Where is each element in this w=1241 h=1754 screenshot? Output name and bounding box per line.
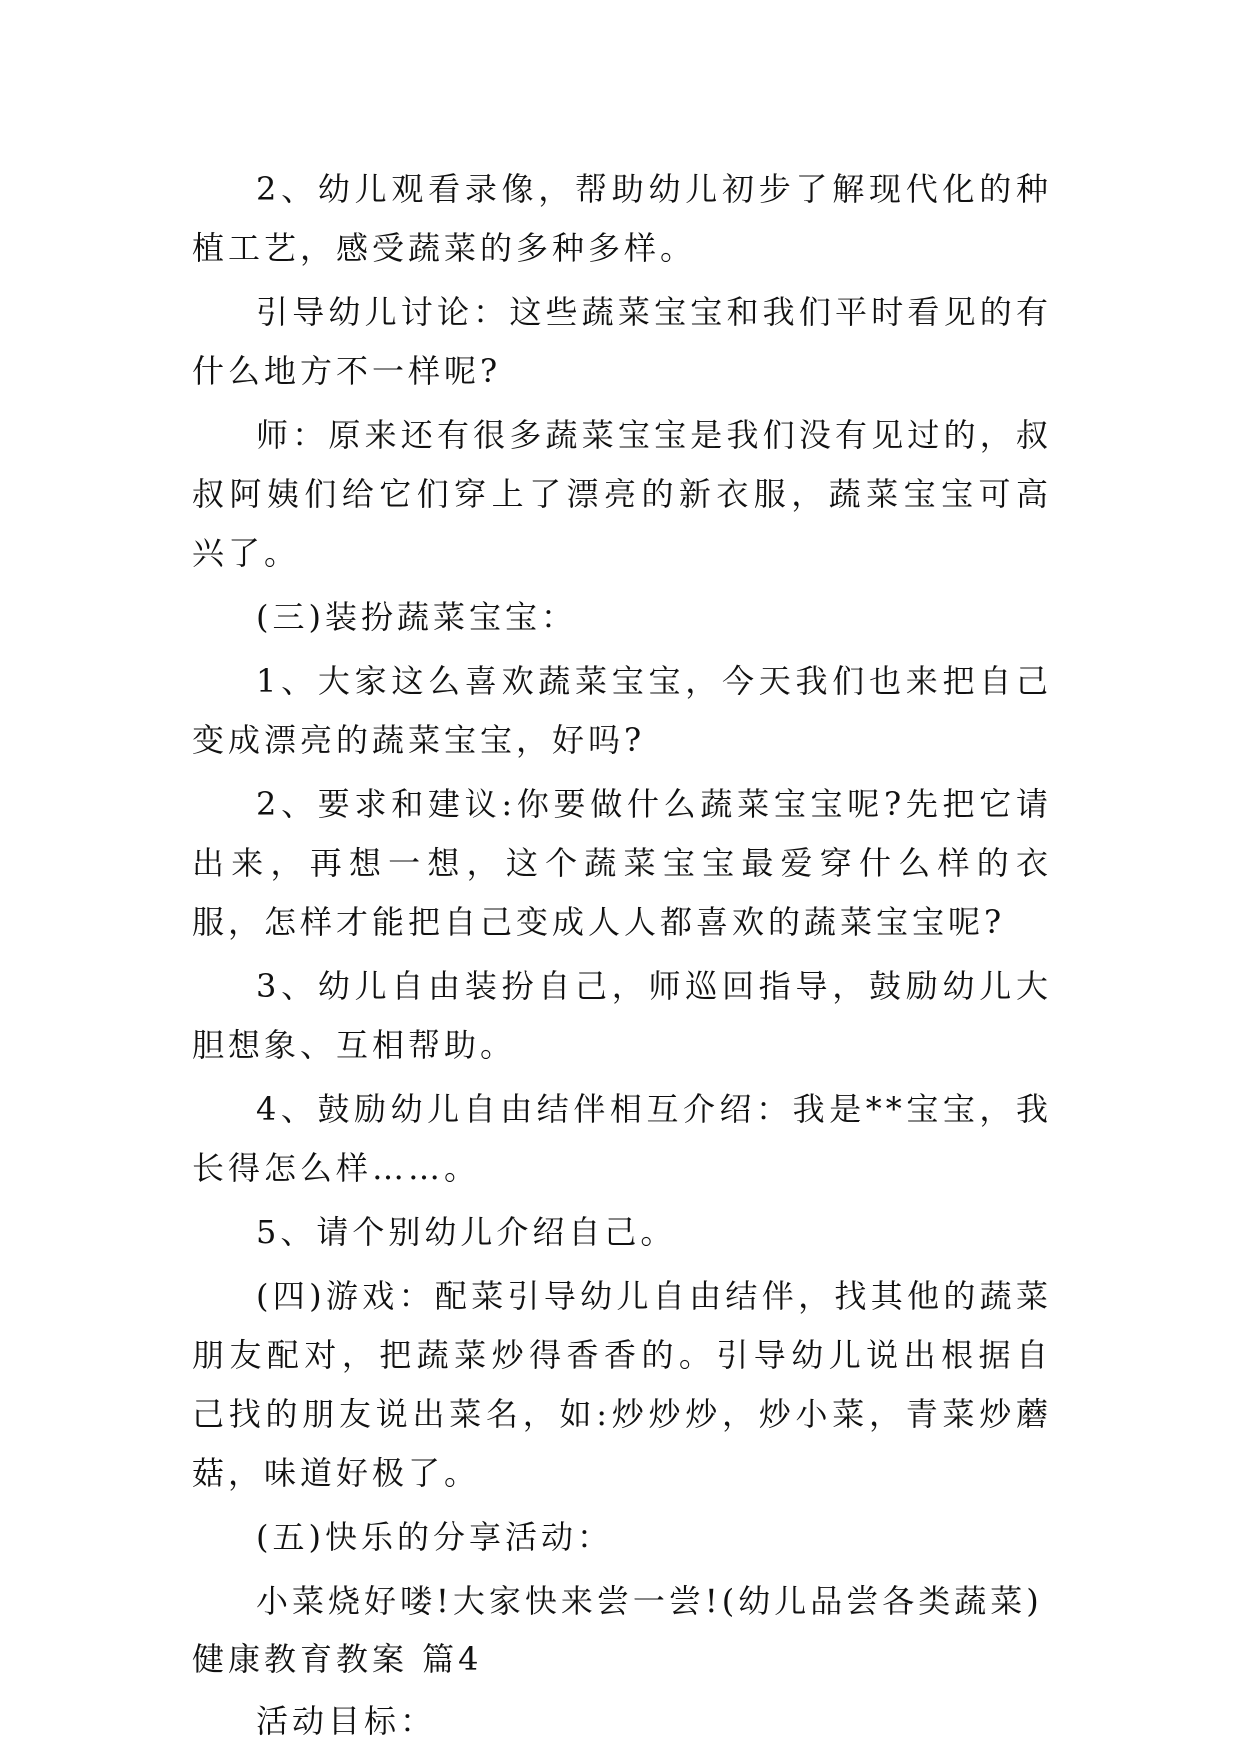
paragraph-6: 2、要求和建议:你要做什么蔬菜宝宝呢?先把它请出来，再想一想，这个蔬菜宝宝最爱穿什么样的衣服，怎样才能把自己变成人人都喜欢的蔬菜宝宝呢?: [192, 785, 1052, 941]
paragraph-3: 师：原来还有很多蔬菜宝宝是我们没有见过的，叔叔阿姨们给它们穿上了漂亮的新衣服，蔬菜宝宝可高兴了。: [192, 416, 1052, 572]
paragraph-11: (五)快乐的分享活动：: [256, 1518, 613, 1556]
activity-goals-label: 活动目标：: [256, 1702, 437, 1740]
paragraph-10: (四)游戏：配菜引导幼儿自由结伴，找其他的蔬菜朋友配对，把蔬菜炒得香香的。引导幼儿说出根据自己找的朋友说出菜名，如:炒炒炒，炒小菜，青菜炒蘑菇，味道好极了。: [192, 1277, 1052, 1492]
paragraph-7: 3、幼儿自由装扮自己，师巡回指导，鼓励幼儿大胆想象、互相帮助。: [192, 967, 1052, 1064]
paragraph-9: 5、请个别幼儿介绍自己。: [256, 1213, 677, 1251]
paragraph-1: 2、幼儿观看录像，帮助幼儿初步了解现代化的种植工艺，感受蔬菜的多种多样。: [192, 170, 1052, 267]
paragraph-5: 1、大家这么喜欢蔬菜宝宝，今天我们也来把自己变成漂亮的蔬菜宝宝，好吗?: [192, 662, 1052, 759]
paragraph-4: (三)装扮蔬菜宝宝：: [256, 598, 577, 636]
paragraph-8: 4、鼓励幼儿自由结伴相互介绍：我是**宝宝，我长得怎么样……。: [192, 1090, 1052, 1187]
paragraph-2: 引导幼儿讨论：这些蔬菜宝宝和我们平时看见的有什么地方不一样呢?: [192, 293, 1052, 390]
document-body: [192, 160, 1052, 1751]
section-title: 健康教育教案 篇4: [192, 1640, 483, 1678]
paragraph-12: 小菜烧好喽!大家快来尝一尝!(幼儿品尝各类蔬菜): [256, 1582, 1043, 1620]
